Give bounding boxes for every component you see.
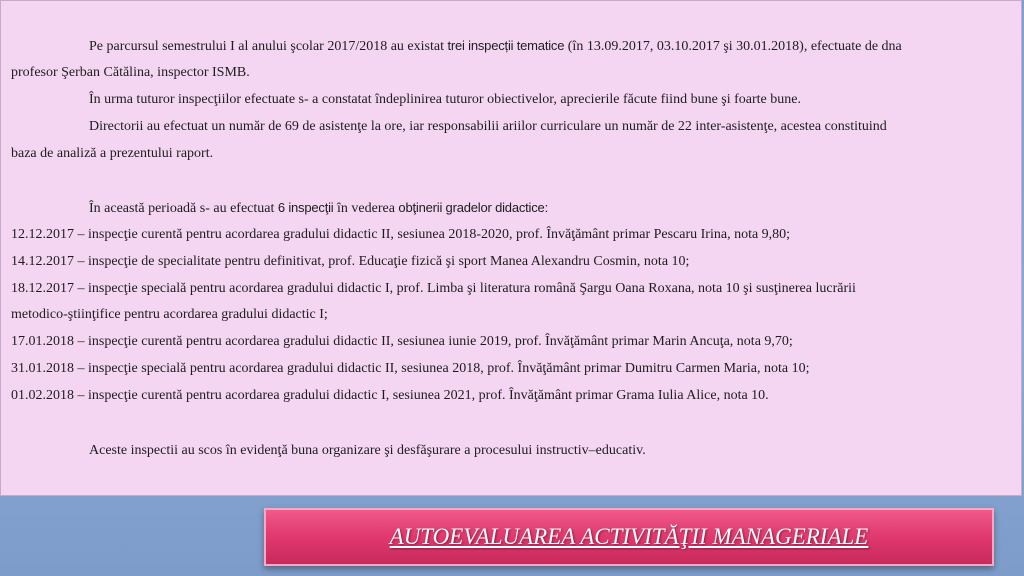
p4-text-a: În această perioadă s- au efectuat	[89, 201, 278, 216]
paragraph-3-line-2: baza de analiză a prezentului raport.	[11, 146, 214, 161]
inspection-item: 12.12.2017 – inspecţie curentă pentru acordarea gradului didactic II, sesiunea 2018-2020, prof. Învăţământ primar Pescaru Irina, nota 9,80;	[11, 227, 791, 242]
paragraph-3-line-1: Directorii au efectuat un număr de 69 de asistenţe la ore, iar responsabilii ariilor curriculare un număr de 22 inter-asistenţe, acestea constituind	[89, 119, 887, 134]
banner-title: AUTOEVALUAREA ACTIVITĂŢII MANAGERIALE	[389, 524, 869, 549]
p1-text-b: (în 13.09.2017, 03.10.2017 şi 30.01.2018), efectuate de dna	[564, 39, 902, 54]
inspection-item: 18.12.2017 – inspecţie specială pentru acordarea gradului didactic I, prof. Limba şi literatura română Şargu Oana Roxana, nota 10 şi susţinerea lucrării	[11, 281, 856, 296]
inspection-item: 17.01.2018 – inspecţie curentă pentru acordarea gradului didactic II, sesiunea iunie 2019, prof. Învăţământ primar Marin Ancuţa, nota 9,70;	[11, 334, 793, 349]
p1-emphasis: trei inspecții tematice	[447, 38, 565, 53]
p1-text-a: Pe parcursul semestrului I al anului şcolar 2017/2018 au existat	[89, 39, 448, 54]
paragraph-4	[89, 199, 1009, 218]
p4-text-b: în vederea	[333, 201, 399, 216]
title-banner	[264, 508, 994, 566]
paragraph-1-line-1	[89, 37, 1009, 56]
paragraph-1-line-2: profesor Şerban Cătălina, inspector ISMB.	[11, 65, 250, 80]
paragraph-2: În urma tuturor inspecţiilor efectuate s- a constatat îndeplinirea tuturor obiectivelor, aprecierile făcute fiind bune şi foarte bune.	[89, 92, 801, 107]
p4-emphasis-1: 6 inspecţii	[277, 200, 334, 215]
inspection-item: 01.02.2018 – inspecţie curentă pentru acordarea gradului didactic I, sesiunea 2021, prof. Învăţământ primar Grama Iulia Alice, nota 10.	[11, 388, 769, 403]
closing-paragraph: Aceste inspectii au scos în evidenţă buna organizare şi desfăşurare a procesului instructiv–educativ.	[89, 443, 646, 458]
p4-emphasis-2: obţinerii gradelor didactice:	[398, 200, 548, 215]
inspection-item: 14.12.2017 – inspecţie de specialitate pentru definitivat, prof. Educaţie fizică şi sport Manea Alexandru Cosmin, nota 10;	[11, 254, 690, 269]
inspection-item: 31.01.2018 – inspecţie specială pentru acordarea gradului didactic II, sesiunea 2018, prof. Învăţământ primar Dumitru Carmen Maria, nota 10;	[11, 361, 810, 376]
inspection-item-continuation: metodico-ştiinţifice pentru acordarea gradului didactic I;	[11, 307, 328, 322]
